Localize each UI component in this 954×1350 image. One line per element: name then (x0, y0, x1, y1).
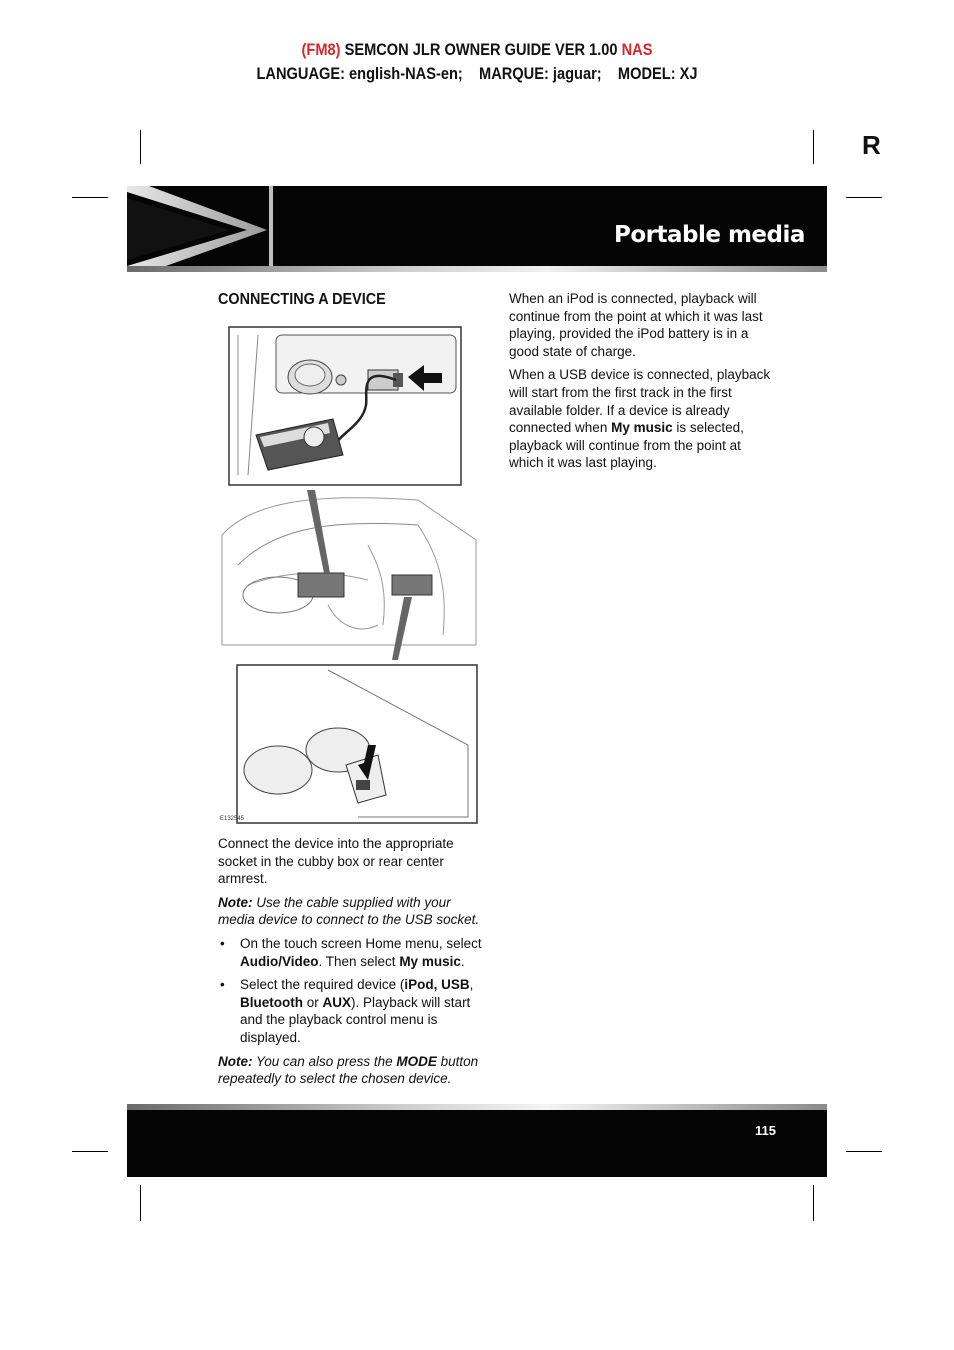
device-term: iPod, USB (404, 977, 470, 993)
text: Select the required device ( (240, 977, 405, 993)
crop-mark (846, 197, 882, 198)
menu-term: My music (611, 420, 673, 436)
crop-mark (72, 1151, 108, 1152)
crop-mark (813, 1185, 814, 1221)
paragraph (509, 366, 779, 472)
footer-edge (127, 1104, 827, 1110)
paragraph: When an iPod is connected, playback will continue from the point at which it was last playing, provided the iPod battery is in a good state of charge. (509, 291, 763, 359)
usb-connection-illustration (218, 325, 482, 825)
text: . Then select (318, 953, 400, 969)
paragraph: Connect the device into the appropriate socket in the cubby box or rear center armrest. (218, 836, 454, 887)
text: . (460, 953, 465, 969)
page-number: 115 (755, 1123, 776, 1138)
margin-mark: R (862, 130, 881, 160)
header-title: SEMCON JLR OWNER GUIDE VER 1.00 (340, 40, 622, 59)
section-heading: CONNECTING A DEVICE (218, 291, 386, 308)
banner-chevron-icon (127, 186, 277, 272)
note-label: Note: (218, 894, 253, 910)
right-column (509, 290, 779, 478)
note-text: Use the cable supplied with your media device to connect to the USB socket. (218, 894, 480, 928)
doc-header-line2: LANGUAGE: english-NAS-en; MARQUE: jaguar; MODEL: XJ (256, 64, 698, 83)
menu-term: My music (399, 953, 461, 969)
note (218, 1053, 488, 1088)
doc-header-line1 (67, 40, 887, 60)
list-item (218, 976, 488, 1046)
page-title: Portable media (614, 222, 805, 248)
button-term: MODE (396, 1053, 437, 1069)
crop-mark (140, 130, 141, 164)
list-item (218, 935, 488, 970)
page-footer (127, 1104, 827, 1177)
text: When a USB device is connected, playback will start from the first track in the first available folder. If a device is already connected when (509, 367, 771, 436)
figure-code: E132545 (220, 816, 245, 822)
left-column (218, 835, 488, 1094)
text: On the touch screen Home menu, select (240, 935, 482, 951)
menu-term: Audio/Video (240, 953, 319, 969)
crop-mark (846, 1151, 882, 1152)
device-term: AUX (322, 994, 352, 1010)
text: or (303, 994, 323, 1010)
text: is selected, playback will continue from the point at which it was last playing. (509, 420, 744, 471)
banner-edge (127, 266, 827, 272)
header-code: (FM8) (301, 40, 341, 59)
device-term: Bluetooth (240, 994, 303, 1010)
note-text: button repeatedly to select the chosen device. (218, 1053, 479, 1087)
header-market: NAS (621, 40, 653, 59)
crop-mark (813, 130, 814, 164)
crop-mark (140, 1185, 141, 1221)
crop-mark (72, 197, 108, 198)
text: , (469, 977, 474, 993)
text: ). Playback will start and the playback control menu is displayed. (240, 994, 471, 1045)
note-text: You can also press the (252, 1053, 397, 1069)
note-label: Note: (218, 1053, 253, 1069)
note (218, 894, 488, 929)
